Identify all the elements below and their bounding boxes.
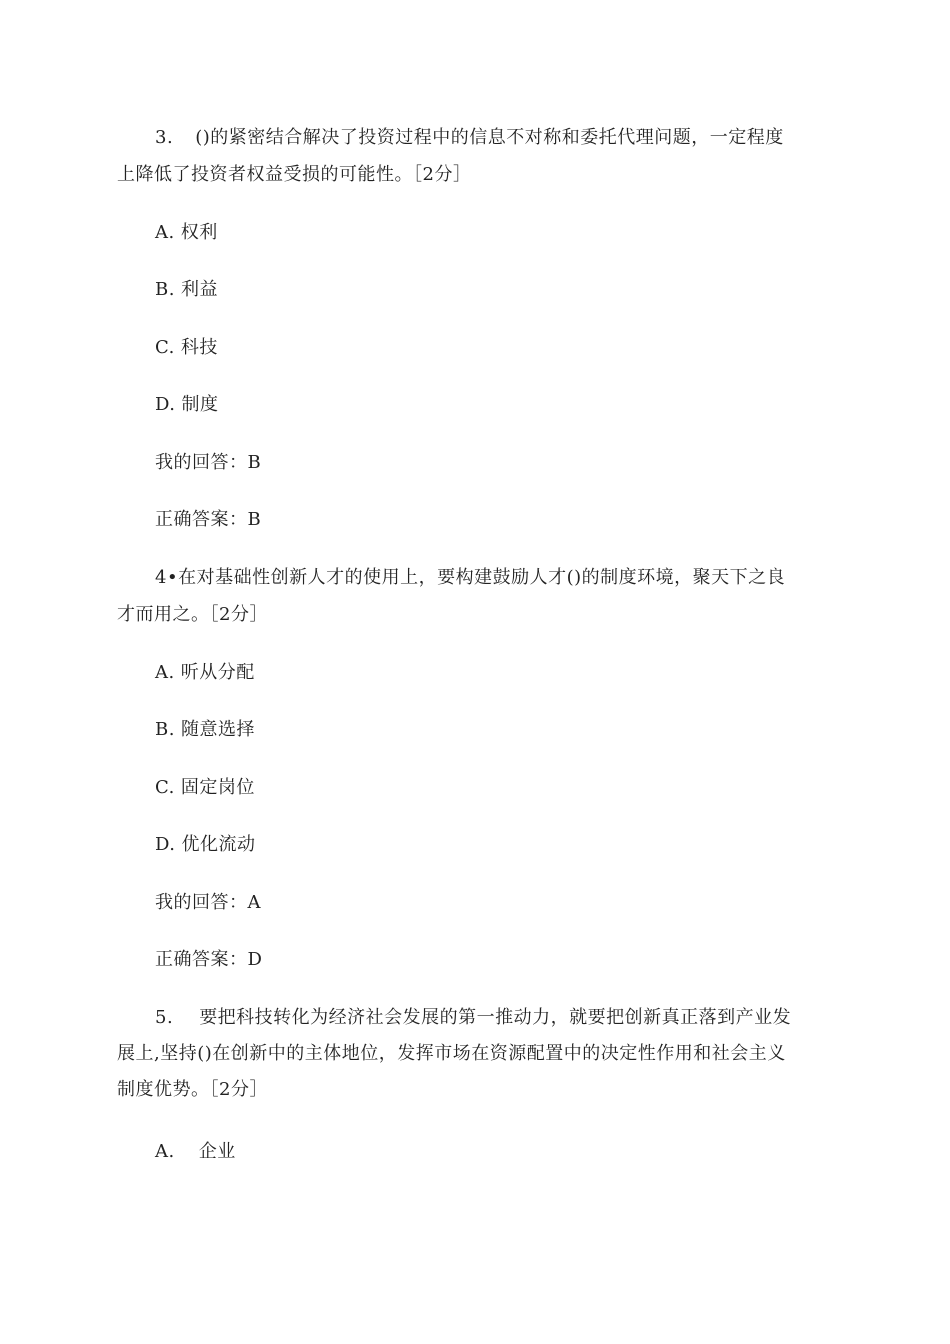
option-text: 企业 <box>198 1141 236 1162</box>
question-3-my-answer: 我的回答：B <box>155 452 262 473</box>
question-4-option-c <box>155 775 255 801</box>
option-letter: A. <box>155 222 175 243</box>
question-5-stem-text: 要把科技转化为经济社会发展的第一推动力，就要把创新真正落到产业发 <box>199 1007 792 1028</box>
option-letter: B. <box>155 279 175 300</box>
question-5-option-a <box>155 1139 236 1165</box>
question-4-my-answer: 我的回答：A <box>155 892 261 913</box>
question-3-stem-line2: 上降低了投资者权益受损的可能性。［2分］ <box>117 164 472 185</box>
question-4-option-b <box>155 717 255 743</box>
option-letter: A. <box>155 1141 175 1162</box>
question-5-stem-line1 <box>155 1005 791 1031</box>
question-4-option-a <box>155 660 255 686</box>
option-letter: B. <box>155 719 175 740</box>
option-text: 固定岗位 <box>180 777 255 798</box>
question-4-number: 4• <box>155 567 179 588</box>
question-3-option-a <box>155 220 218 246</box>
question-5-number: 5. <box>155 1007 174 1028</box>
question-4-stem-line2: 才而用之。［2分］ <box>117 604 268 625</box>
question-4-option-d <box>155 832 256 858</box>
question-3-option-d <box>155 392 219 418</box>
option-text: 听从分配 <box>180 662 255 683</box>
question-4-correct-answer: 正确答案：D <box>155 949 263 970</box>
question-3-number: 3. <box>155 127 174 148</box>
option-letter: D. <box>155 394 176 415</box>
option-letter: D. <box>155 834 176 855</box>
question-3-correct-answer: 正确答案：B <box>155 509 262 530</box>
question-3-option-b <box>155 277 218 303</box>
option-text: 优化流动 <box>181 834 256 855</box>
option-text: 利益 <box>180 279 218 300</box>
question-3-stem-line1 <box>155 125 784 151</box>
option-text: 制度 <box>181 394 219 415</box>
question-5-stem-line3: 制度优势。［2分］ <box>117 1079 268 1100</box>
question-4-stem-line1 <box>155 565 785 591</box>
option-letter: A. <box>155 662 175 683</box>
question-5-stem-line2: 展上,坚持()在创新中的主体地位，发挥市场在资源配置中的决定性作用和社会主义 <box>117 1043 786 1064</box>
option-letter: C. <box>155 777 175 798</box>
option-letter: C. <box>155 337 175 358</box>
option-text: 科技 <box>180 337 218 358</box>
question-4-stem-text: 在对基础性创新人才的使用上，要构建鼓励人才()的制度环境，聚天下之良 <box>178 567 786 588</box>
option-text: 权利 <box>180 222 218 243</box>
question-3-option-c <box>155 335 218 361</box>
question-3-stem-text: ()的紧密结合解决了投资过程中的信息不对称和委托代理问题，一定程度 <box>195 127 784 148</box>
option-text: 随意选择 <box>180 719 255 740</box>
